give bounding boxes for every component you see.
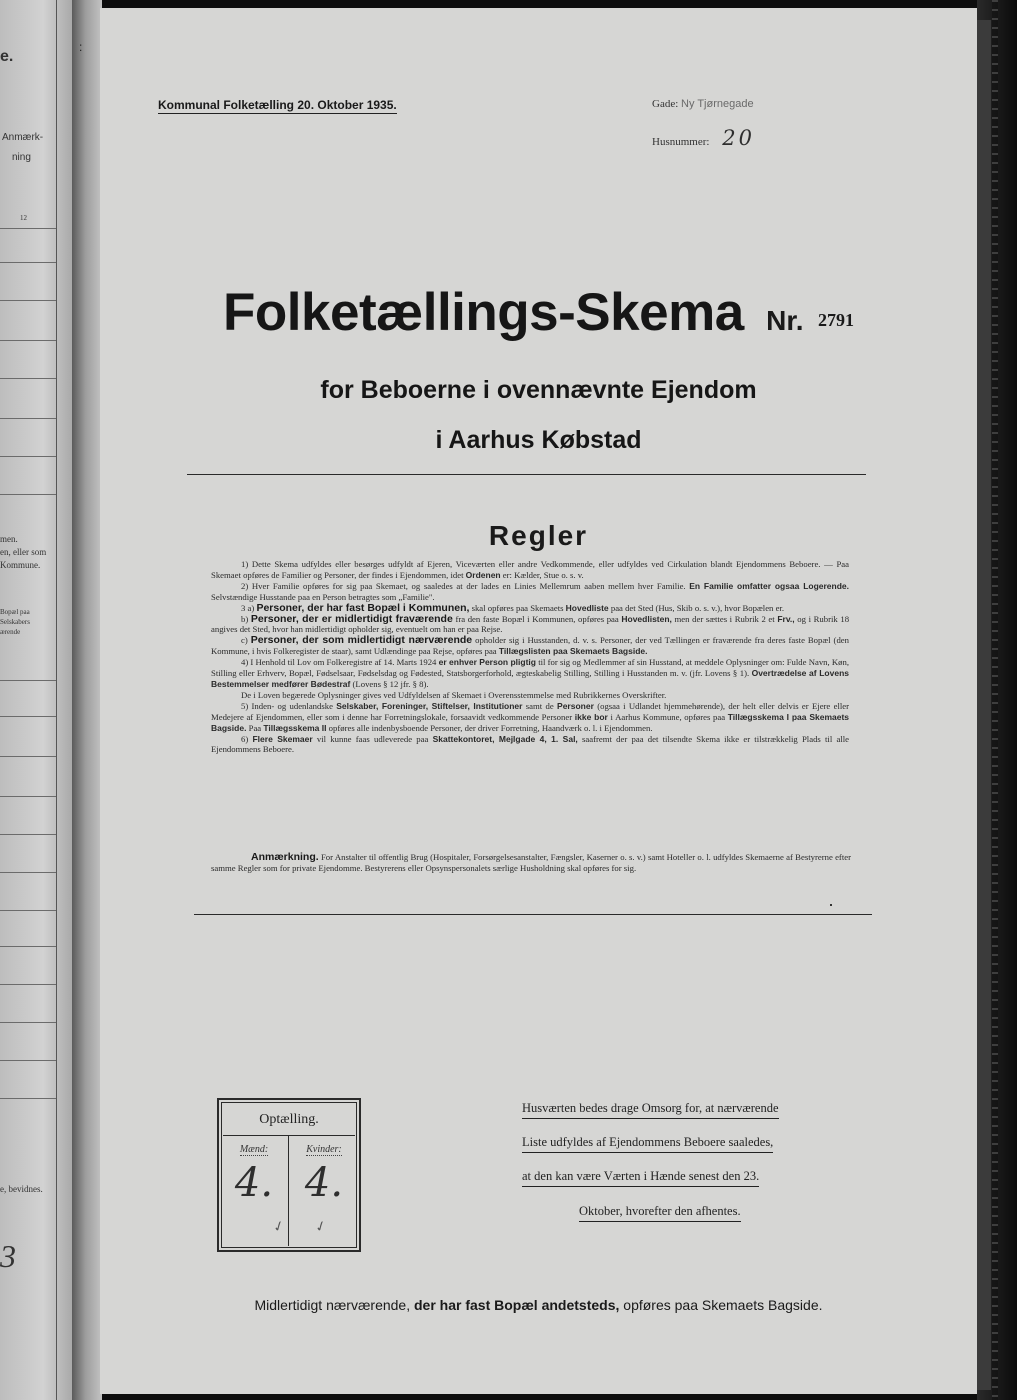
- notice-line: Oktober, hvorefter den afhentes.: [579, 1204, 741, 1222]
- left-line: [0, 834, 56, 835]
- left-fragment: ning: [12, 152, 31, 163]
- left-line: [0, 494, 56, 495]
- count-box-title: Optælling.: [259, 1112, 319, 1127]
- street-field: [652, 98, 754, 110]
- notice-line: Liste udfyldes af Ejendommens Beboere saaledes,: [522, 1135, 773, 1153]
- women-label: Kvinder:: [306, 1144, 342, 1155]
- left-fragment: e.: [0, 48, 14, 65]
- left-fragment: Anmærk-: [2, 132, 44, 143]
- rule-3a: 3 a) Personer, der har fast Bopæl i Kommunen, skal opføres paa Skemaets Hovedliste paa det Sted (Hus, Skib o. s. v.), hvor Bopælen er.: [241, 601, 785, 614]
- left-line: [0, 1060, 56, 1061]
- rule-5: 5) Inden- og udenlandske Selskaber, Foreninger, Stiftelser, Institutioner samt de Personer (ogsaa i Udlandet hjemmehørende), der helt eller delvis er Ejere eller Medejere af Ejendommen, eller som i denne har Forretningslokale, forsaavidt vedkommende Personer ikke bor i Aarhus Kommune, opføres paa Tillægsskema I paa Skemaets Bagside. Paa Tillægsskema II opføres alle indenbysboende Personer, der driver Forretning, Haandværk o. l. i Ejendommen.: [211, 700, 850, 733]
- count-box-rule: [223, 1135, 355, 1136]
- remark-heading: Anmærkning.: [251, 851, 319, 863]
- left-line: [0, 262, 56, 263]
- rule-3b: b) Personer, der er midlertidigt fraværende fra den faste Bopæl i Kommunen, opføres paa Hovedlisten, men der sættes i Rubrik 2 et Frv., og i Rubrik 18 angives det Sted, hvor han midlertidigt opholder sig, eventuelt om han er paa Rejse.: [211, 612, 850, 635]
- house-number-value: 20: [722, 126, 755, 150]
- form-number-value: 2791: [817, 310, 854, 330]
- left-fragment: Selskabers: [0, 618, 30, 626]
- footer-note: Midlertidigt nærværende, der har fast Bopæl andetsteds, opføres paa Skemaets Bagside.: [254, 1297, 823, 1313]
- rule-1: 1) Dette Skema udfyldes eller besørges udfyldt af Ejeren, Viceværten eller andre Vedkommende, eller udfyldes ved Cirkulation blandt Ejendommens Beboere. — Paa Skemaet opføres de Familier og Personer, der findes i Ejendommen, idet Ordenen er: Kælder, Stue o. s. v.: [211, 559, 849, 580]
- house-number-label: Husnummer:: [652, 136, 710, 148]
- left-line: [0, 340, 56, 341]
- left-fragment: 12: [20, 214, 27, 222]
- form-title-main: Folketællings-Skema: [223, 283, 744, 342]
- left-line: [0, 796, 56, 797]
- remark-text: For Anstalter til offentlig Brug (Hospitaler, Forsørgelsesanstalter, Fængsler, Kaserner o. s. v.) samt Hoteller o. l. udfyldes Skemaerne af Bestyrerne efter samme Regler som for private Ejendomme. Bestyrerens eller Opsynspersonalets særlige Husholdning skal opføres for sig.: [211, 852, 851, 873]
- divider: [194, 914, 872, 915]
- previous-page-strip: [0, 0, 72, 1400]
- men-count: 4.: [234, 1160, 274, 1206]
- book-gutter: [72, 0, 102, 1400]
- gutter-mark: :: [79, 40, 83, 54]
- left-fragment: ærende: [0, 628, 21, 636]
- left-line: [0, 1022, 56, 1023]
- form-number-label: Nr.: [766, 305, 804, 336]
- rule-4-note: De i Loven begærede Oplysninger gives ved Udfyldelsen af Skemaet i Overensstemmelse med Rubrikkernes Overskrifter.: [241, 689, 667, 700]
- census-form-page: [100, 8, 977, 1394]
- rule-4: 4) I Henhold til Lov om Folkeregistre af 14. Marts 1924 er enhver Person pligtig til for sig og Medlemmer af sin Husstand, at meddele Oplysninger om: Fulde Navn, Køn, Stilling eller Erhverv, Bopæl, Fødselsaar, Fødselsdag og Fødested, Statsborgerforhold, ægteskabelig Stilling, Stilling i Husstanden m. v. (jfr. Lovens § 1). Overtrædelse af Lovens Bestemmelser medfører Bødestraf (Lovens § 12 jfr. § 8).: [211, 657, 850, 689]
- left-fragment: Bopæl paa: [0, 608, 30, 616]
- left-line: [0, 946, 56, 947]
- left-line: [0, 756, 56, 757]
- left-fragment: men.: [0, 534, 18, 544]
- left-fragment: en, eller som: [0, 547, 47, 557]
- binding-stitches: [992, 0, 998, 1400]
- form-title: [100, 282, 977, 343]
- check-mark-icon: ✓: [312, 1216, 329, 1236]
- check-mark-icon: ✓: [270, 1216, 287, 1236]
- ink-dot: [830, 904, 832, 906]
- count-box-divider: [288, 1135, 289, 1246]
- left-line: [0, 910, 56, 911]
- count-box: [217, 1098, 361, 1252]
- previous-page-rule: [56, 0, 57, 1400]
- notice-line: Husværten bedes drage Omsorg for, at nærværende: [522, 1101, 779, 1119]
- census-header: Kommunal Folketælling 20. Oktober 1935.: [158, 98, 397, 112]
- divider: [187, 474, 866, 475]
- notice-line: at den kan være Værten i Hænde senest den 23.: [522, 1169, 759, 1187]
- street-label: Gade:: [652, 98, 679, 110]
- left-line: [0, 680, 56, 681]
- house-number-field: [652, 126, 755, 150]
- rules-text: [211, 559, 849, 755]
- left-fragment: 3: [0, 1238, 16, 1274]
- men-label: Mænd:: [239, 1144, 269, 1155]
- form-location: i Aarhus Købstad: [435, 426, 642, 454]
- rules-heading: Regler: [488, 520, 589, 551]
- left-line: [0, 228, 56, 229]
- women-count: 4.: [304, 1160, 344, 1206]
- left-line: [0, 872, 56, 873]
- left-line: [0, 984, 56, 985]
- left-fragment: e, bevidnes.: [0, 1184, 43, 1194]
- street-value: Ny Tjørnegade: [681, 98, 754, 110]
- left-fragment: Kommune.: [0, 560, 41, 570]
- left-line: [0, 418, 56, 419]
- remark-paragraph: [211, 852, 851, 874]
- form-subtitle: for Beboerne i ovennævnte Ejendom: [320, 376, 757, 404]
- left-line: [0, 300, 56, 301]
- left-line: [0, 1098, 56, 1099]
- rule-3c: c) Personer, der som midlertidigt nærværende opholder sig i Husstanden, d. v. s. Personer, der ved Tællingen er fraværende fra deres faste Bopæl (den Kommune, i hvis Folkeregister de staar), samt Udlændinge paa Rejse, opføres paa Tillægslisten paa Skemaets Bagside.: [211, 634, 849, 657]
- rule-2: 2) Hver Familie opføres for sig paa Skemaet, og saaledes at der lades en Linies Mellemrum aaben mellem hver Familie. En Familie omfatter ogsaa Logerende. Selvstændige Husstande paa en Person betragtes som „Familie".: [211, 580, 850, 602]
- left-line: [0, 456, 56, 457]
- left-line: [0, 716, 56, 717]
- rule-6: 6) Flere Skemaer vil kunne faas udleverede paa Skattekontoret, Mejlgade 4, 1. Sal, saafremt der paa det tilsendte Skema ikke er tilstrækkelig Plads til alle Ejendommens Beboere.: [211, 733, 850, 755]
- left-line: [0, 378, 56, 379]
